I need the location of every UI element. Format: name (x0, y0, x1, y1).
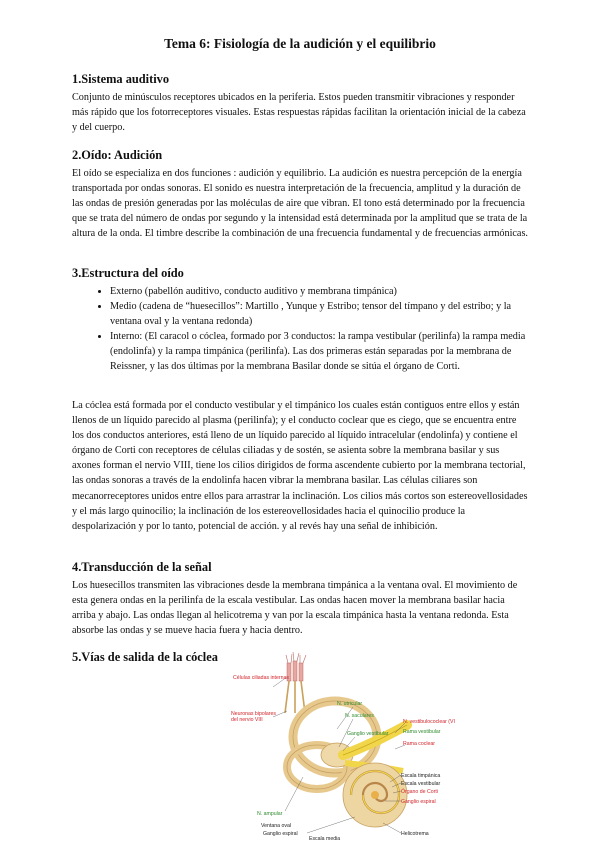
label-rama-coclear: Rama coclear (403, 741, 436, 747)
section-coclea-paragraph (72, 398, 528, 534)
list-item: • Externo (pabellón auditivo, conducto auditivo y membrana timpánica) (110, 284, 528, 299)
label-organo-corti: Órgano de Corti (401, 789, 438, 795)
section-heading: 5.Vías de salida de la cóclea (72, 650, 218, 664)
label-ganglio-espiral-bottom: Ganglio espiral (263, 831, 298, 837)
section-estructura-oido (72, 266, 528, 375)
section-transduccion (72, 560, 528, 638)
cochlea-illustration (225, 637, 455, 842)
list-item: • Interno: (El caracol o cóclea, formado por 3 conductos: la rampa vestibular (perilinfa) la rampa media (endolinfa) y la rampa timpánica (perilinfa). Las dos primeras están separadas por la membrana de Reissner, y las dos últimas por la membrana Basilar donde se sitúa el órgano de Corti. (110, 329, 528, 374)
list-item: • Medio (cadena de “huesecillos”: Martillo , Yunque y Estribo; tensor del tímpano y del estribo; y la ventana oval y la ventana redonda) (110, 299, 528, 329)
cochlea-spiral-drawing (343, 763, 407, 827)
paragraph: La cóclea está formada por el conducto vestibular y el timpánico los cuales están contiguos entre ellos y están llenos de un líquido parecido al plasma (perilinfa); y el conducto coclear que es ciego, que se encuentra entre los dos conductos anteriores, está lleno de un líquido parecido al líquido intracelular (endolinfa) y contiene el órgano de Corti con receptores de células ciliadas y de sostén, se asienta sobre la membrana basilar y sus axones forman el nervio VIII, tiene los cilios dirigidos de forma ascendente cubierto por la membrana tectorial, las ondas sonoras a través de la endolinfa hacen vibrar la membrana basilar. Las células ciliares son mecanorreceptores unidos entre ellos para arrastrar la inclinación. Los cilios más cortos son estereovellosidades y el más largo quinocilio; la inclinación de los estereovellosidades hacia el quinocilio produce la despolarización y por lo tanto, potencial de acción. y al revés hay una señal de inhibición. (72, 400, 528, 532)
label-n-vestibulococlear: N. vestibulococlear (VIII) (403, 719, 455, 725)
label-helicotrema: Helicotrema (401, 831, 429, 837)
paragraph: Los huesecillos transmiten las vibraciones desde la membrana timpánica a la ventana oval. El movimiento de esta genera ondas en la perilinfa de la escala vestibular. Las ondas hacen mover la membrana basilar hacia arriba y abajo. Las ondas llegan al helicotrema y van por la escala timpánica hasta la ventana redonda. Esta absorbe las ondas y se mueve hacia fuera y hacia dentro. (72, 580, 518, 637)
hair-cells-drawing (285, 652, 306, 713)
label-ganglio-vestibular: Ganglio vestibular (347, 731, 389, 737)
paragraph: El oído se especializa en dos funciones : audición y equilibrio. La audición es nuestra percepción de la energía transportada por ondas sonoras. El sonido es nuestra interpretación de la frecuencia, amplitud y la duración de las ondas de presión generadas por las moléculas de aire que vibran. El tono está determinado por la frecuencia que se trata del número de ondas por segundo y la intensidad está determinada por la amplitud que se trata de la altura de la onda. El timbre describe la combinación de una frecuencia fundamental y de frecuencias armónicas. (72, 168, 528, 240)
label-neuronas-bipolares: Neuronas bipolares (231, 711, 276, 717)
section-oido-audicion (72, 148, 528, 241)
paragraph: Conjunto de minúsculos receptores ubicados en la periferia. Estos pueden transmitir vibraciones y responder más rápido que los fotorreceptores visuales. Estas respuestas rápidas facilitan la orientación inicial de la cabeza y del cuerpo. (72, 92, 526, 134)
structure-list (72, 284, 528, 375)
section-heading: 4.Transducción de la señal (72, 560, 212, 574)
cochlea-pathways-figure (225, 637, 455, 842)
label-ventana-oval: Ventana oval (261, 823, 291, 829)
label-ganglio-espiral: Ganglio espiral (401, 799, 436, 805)
section-heading: 3.Estructura del oído (72, 266, 184, 280)
label-n-ampular: N. ampular (257, 811, 283, 817)
label-nervio-viii: del nervio VIII (231, 717, 263, 723)
label-escala-media: Escala media (309, 836, 341, 842)
section-sistema-auditivo (72, 72, 528, 135)
document-title: Tema 6: Fisiología de la audición y el equilibrio (164, 36, 436, 51)
label-rama-vestibular: Rama vestibular (403, 729, 441, 735)
section-heading: 2.Oído: Audición (72, 148, 163, 162)
label-n-utricular: N. utricular (337, 701, 363, 707)
label-escala-timpanica: Escala timpánica (401, 773, 441, 779)
label-celulas-ciliadas: Células ciliadas internas (233, 675, 289, 681)
section-heading: 1.Sistema auditivo (72, 72, 170, 86)
label-n-saculares: N. saculares (345, 713, 374, 719)
label-escala-vestibular: Escala vestibular (401, 781, 441, 787)
